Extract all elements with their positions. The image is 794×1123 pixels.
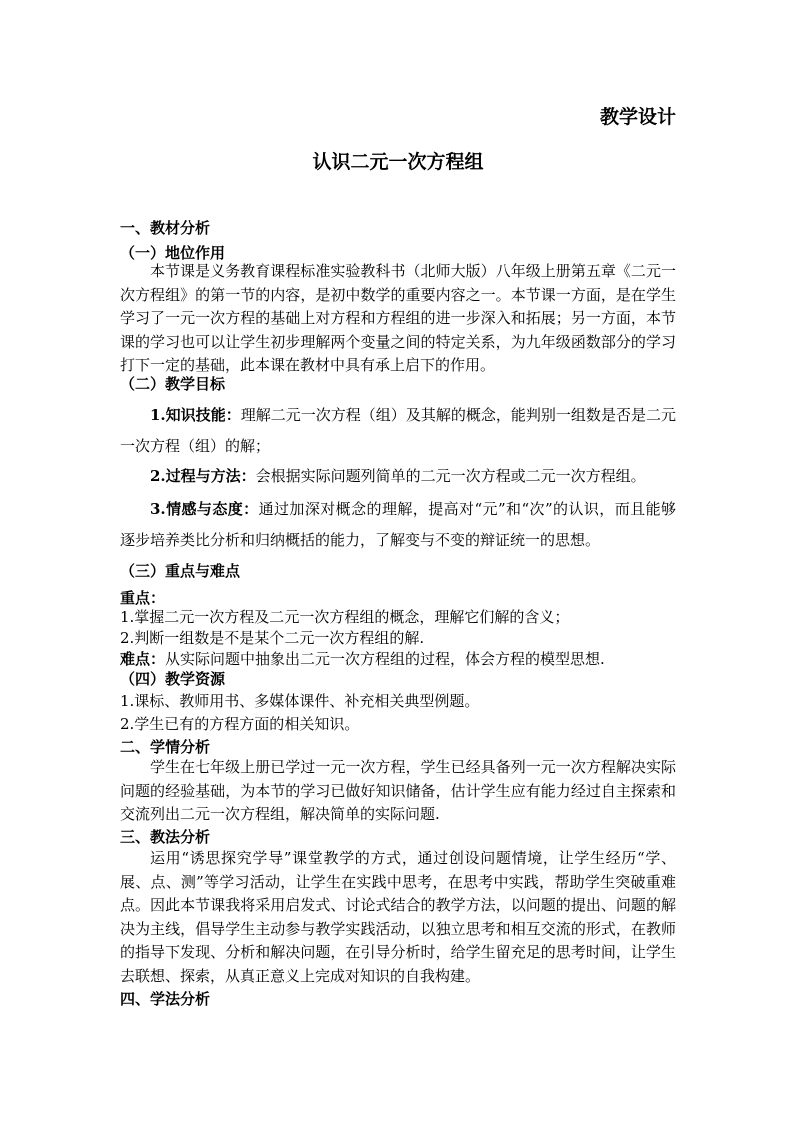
section-heading-learning-method: 四、学法分析 [120,990,211,1008]
page-title: 认识二元一次方程组 [312,151,484,173]
document-type-label: 教学设计 [599,106,676,128]
section-heading-student-analysis: 二、学情分析 [120,738,211,756]
key-points-label: 重点： [120,589,166,607]
key-point-1: 1.掌握二元一次方程及二元一次方程组的概念，理解它们解的含义； [120,608,570,626]
goal-attitude [120,494,676,556]
goal-process [120,461,676,492]
subsection-heading-role: （一）地位作用 [120,244,226,262]
section-heading-textbook-analysis: 一、教材分析 [120,219,211,237]
difficult-point-text: 从实际问题中抽象出二元一次方程组的过程，体会方程的模型思想. [165,650,605,668]
goal-attitude-label: 3.情感与态度： [150,500,259,518]
key-point-2: 2.判断一组数是不是某个二元一次方程组的解. [120,629,425,647]
difficult-point [120,648,605,669]
resource-2: 2.学生已有的方程方面的相关知识。 [120,715,360,733]
goal-knowledge-label: 1.知识技能： [150,406,241,424]
difficult-point-label: 难点： [120,650,166,668]
subsection-heading-key-difficult: （三）重点与难点 [120,562,241,580]
goal-process-label: 2.过程与方法： [150,467,256,485]
subsection-heading-goals: （二）教学目标 [120,375,226,393]
goal-knowledge-text: 理解二元一次方程（组）及其解的概念，能判别一组数是否是二元一次方程（组）的解； [120,406,676,455]
resource-1: 1.课标、教师用书、多媒体课件、补充相关典型例题。 [120,692,480,710]
subsection-heading-resources: （四）教学资源 [120,670,226,688]
section-heading-teaching-method: 三、教法分析 [120,828,211,846]
goal-knowledge [120,400,676,462]
goal-process-text: 会根据实际问题列简单的二元一次方程或二元一次方程组。 [255,467,646,485]
paragraph-teaching-method: 运用“诱思探究学导”课堂教学的方式，通过创设问题情境，让学生经历“学、展、点、测”等学习活动，让学生在实践中思考，在思考中实践，帮助学生突破重难点。因此本节课我将采用启发式、讨论式结合的教学方法，以问题的提出、问题的解决为主线，倡导学生主动参与教学实践活动，以独立思考和相互交流的形式，在教师的指导下发现、分析和解决问题，在引导分析时，给学生留充足的思考时间，让学生去联想、探索，从真正意义上完成对知识的自我构建。 [120,849,676,985]
paragraph-student-analysis: 学生在七年级上册已学过一元一次方程，学生已经具备列一元一次方程解决实际问题的经验基础，为本节的学习已做好知识储备，估计学生应有能力经过自主探索和交流列出二元一次方程组，解决简单的实际问题. [120,758,676,823]
paragraph-role: 本节课是义务教育课程标准实验教科书（北师大版）八年级上册第五章《二元一次方程组》的第一节的内容，是初中数学的重要内容之一。本节课一方面，是在学生学习了一元一次方程的基础上对方程和方程组的进一步深入和拓展；另一方面，本节课的学习也可以让学生初步理解两个变量之间的特定关系，为九年级函数部分的学习打下一定的基础，此本课在教材中具有承上启下的作用。 [120,262,676,374]
goal-attitude-text: 通过加深对概念的理解，提高对“元”和“次”的认识，而且能够逐步培养类比分析和归纳概括的能力，了解变与不变的辩证统一的思想。 [120,500,676,549]
